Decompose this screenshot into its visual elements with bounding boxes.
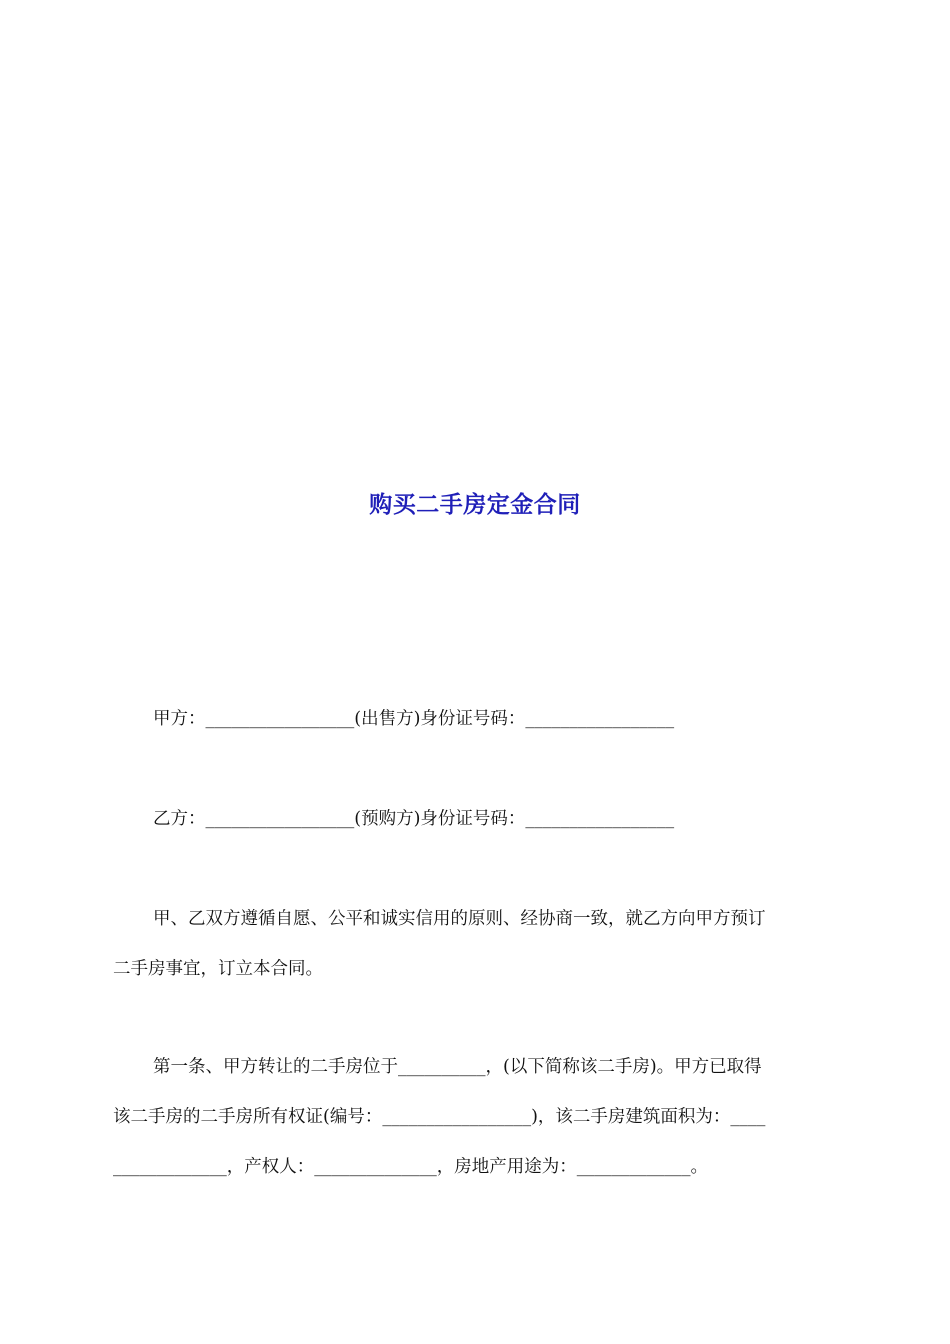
article1-line-3: _____________，产权人：______________，房地产用途为：_____________。 [113, 1157, 708, 1177]
article1-line-1: 第一条、甲方转让的二手房位于__________，(以下简称该二手房)。甲方已取得 [153, 1057, 762, 1077]
preamble-line-2: 二手房事宜，订立本合同。 [113, 959, 323, 979]
article1-line-2: 该二手房的二手房所有权证(编号：_________________)，该二手房建筑面积为：____ [113, 1107, 766, 1127]
preamble-line-1: 甲、乙双方遵循自愿、公平和诚实信用的原则、经协商一致，就乙方向甲方预订 [153, 909, 766, 929]
party-a-line: 甲方：_________________(出售方)身份证号码：_________________ [153, 709, 675, 729]
party-b-line: 乙方：_________________(预购方)身份证号码：_________________ [153, 809, 675, 829]
document-title: 购买二手房定金合同 [369, 492, 581, 518]
